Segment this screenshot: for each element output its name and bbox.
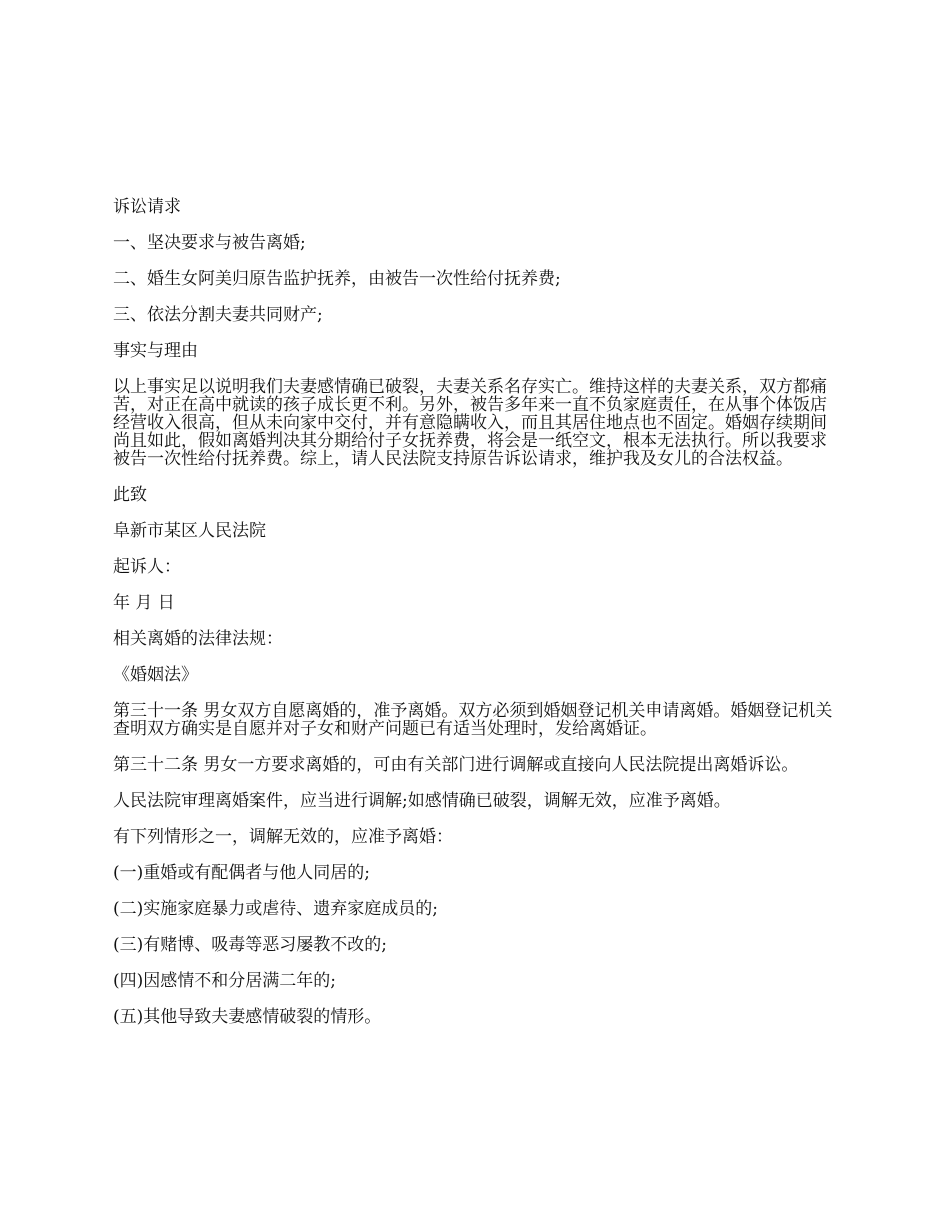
condition-item-1: (一)重婚或有配偶者与他人同居的; [113, 863, 370, 883]
date-line: 年 月 日 [113, 593, 175, 613]
divorce-conditions-intro: 有下列情形之一，调解无效的，应准予离婚： [113, 827, 453, 847]
plaintiff-signature-line: 起诉人： [113, 557, 181, 577]
claim-item-1: 一、坚决要求与被告离婚; [113, 233, 306, 253]
related-laws-heading: 相关离婚的法律法规： [113, 629, 283, 649]
article-31: 第三十一条 男女双方自愿离婚的，准予离婚。双方必须到婚姻登记机关申请离婚。婚姻登记机关查明双方确实是自愿并对子女和财产问题已有适当处理时，发给离婚证。 [113, 701, 833, 739]
court-mediation-paragraph: 人民法院审理离婚案件，应当进行调解;如感情确已破裂，调解无效，应准予离婚。 [113, 791, 731, 811]
article-32: 第三十二条 男女一方要求离婚的，可由有关部门进行调解或直接向人民法院提出离婚诉讼。 [113, 755, 799, 775]
condition-item-3: (三)有赌博、吸毒等恶习屡教不改的; [113, 935, 387, 955]
condition-item-5: (五)其他导致夫妻感情破裂的情形。 [113, 1007, 382, 1027]
claim-item-2: 二、婚生女阿美归原告监护抚养，由被告一次性给付抚养费; [113, 269, 561, 289]
condition-item-4: (四)因感情不和分居满二年的; [113, 971, 336, 991]
condition-item-2: (二)实施家庭暴力或虐待、遗弃家庭成员的; [113, 899, 438, 919]
section-heading-facts: 事实与理由 [113, 341, 198, 361]
section-heading-claims: 诉讼请求 [113, 197, 181, 217]
court-name: 阜新市某区人民法院 [113, 521, 266, 541]
salutation: 此致 [113, 485, 147, 505]
document-page [113, 198, 843, 1044]
law-title: 《婚姻法》 [113, 665, 198, 685]
claim-item-3: 三、依法分割夫妻共同财产; [113, 305, 323, 325]
facts-paragraph: 以上事实足以说明我们夫妻感情确已破裂，夫妻关系名存实亡。维持这样的夫妻关系，双方都痛苦，对正在高中就读的孩子成长更不利。另外，被告多年来一直不负家庭责任，在从事个体饭店经营收入很高，但从未向家中交付，并有意隐瞒收入，而且其居住地点也不固定。婚姻存续期间尚且如此，假如离婚判决其分期给付子女抚养费，将会是一纸空文，根本无法执行。所以我要求被告一次性给付抚养费。综上，请人民法院支持原告诉讼请求，维护我及女儿的合法权益。 [113, 377, 827, 469]
